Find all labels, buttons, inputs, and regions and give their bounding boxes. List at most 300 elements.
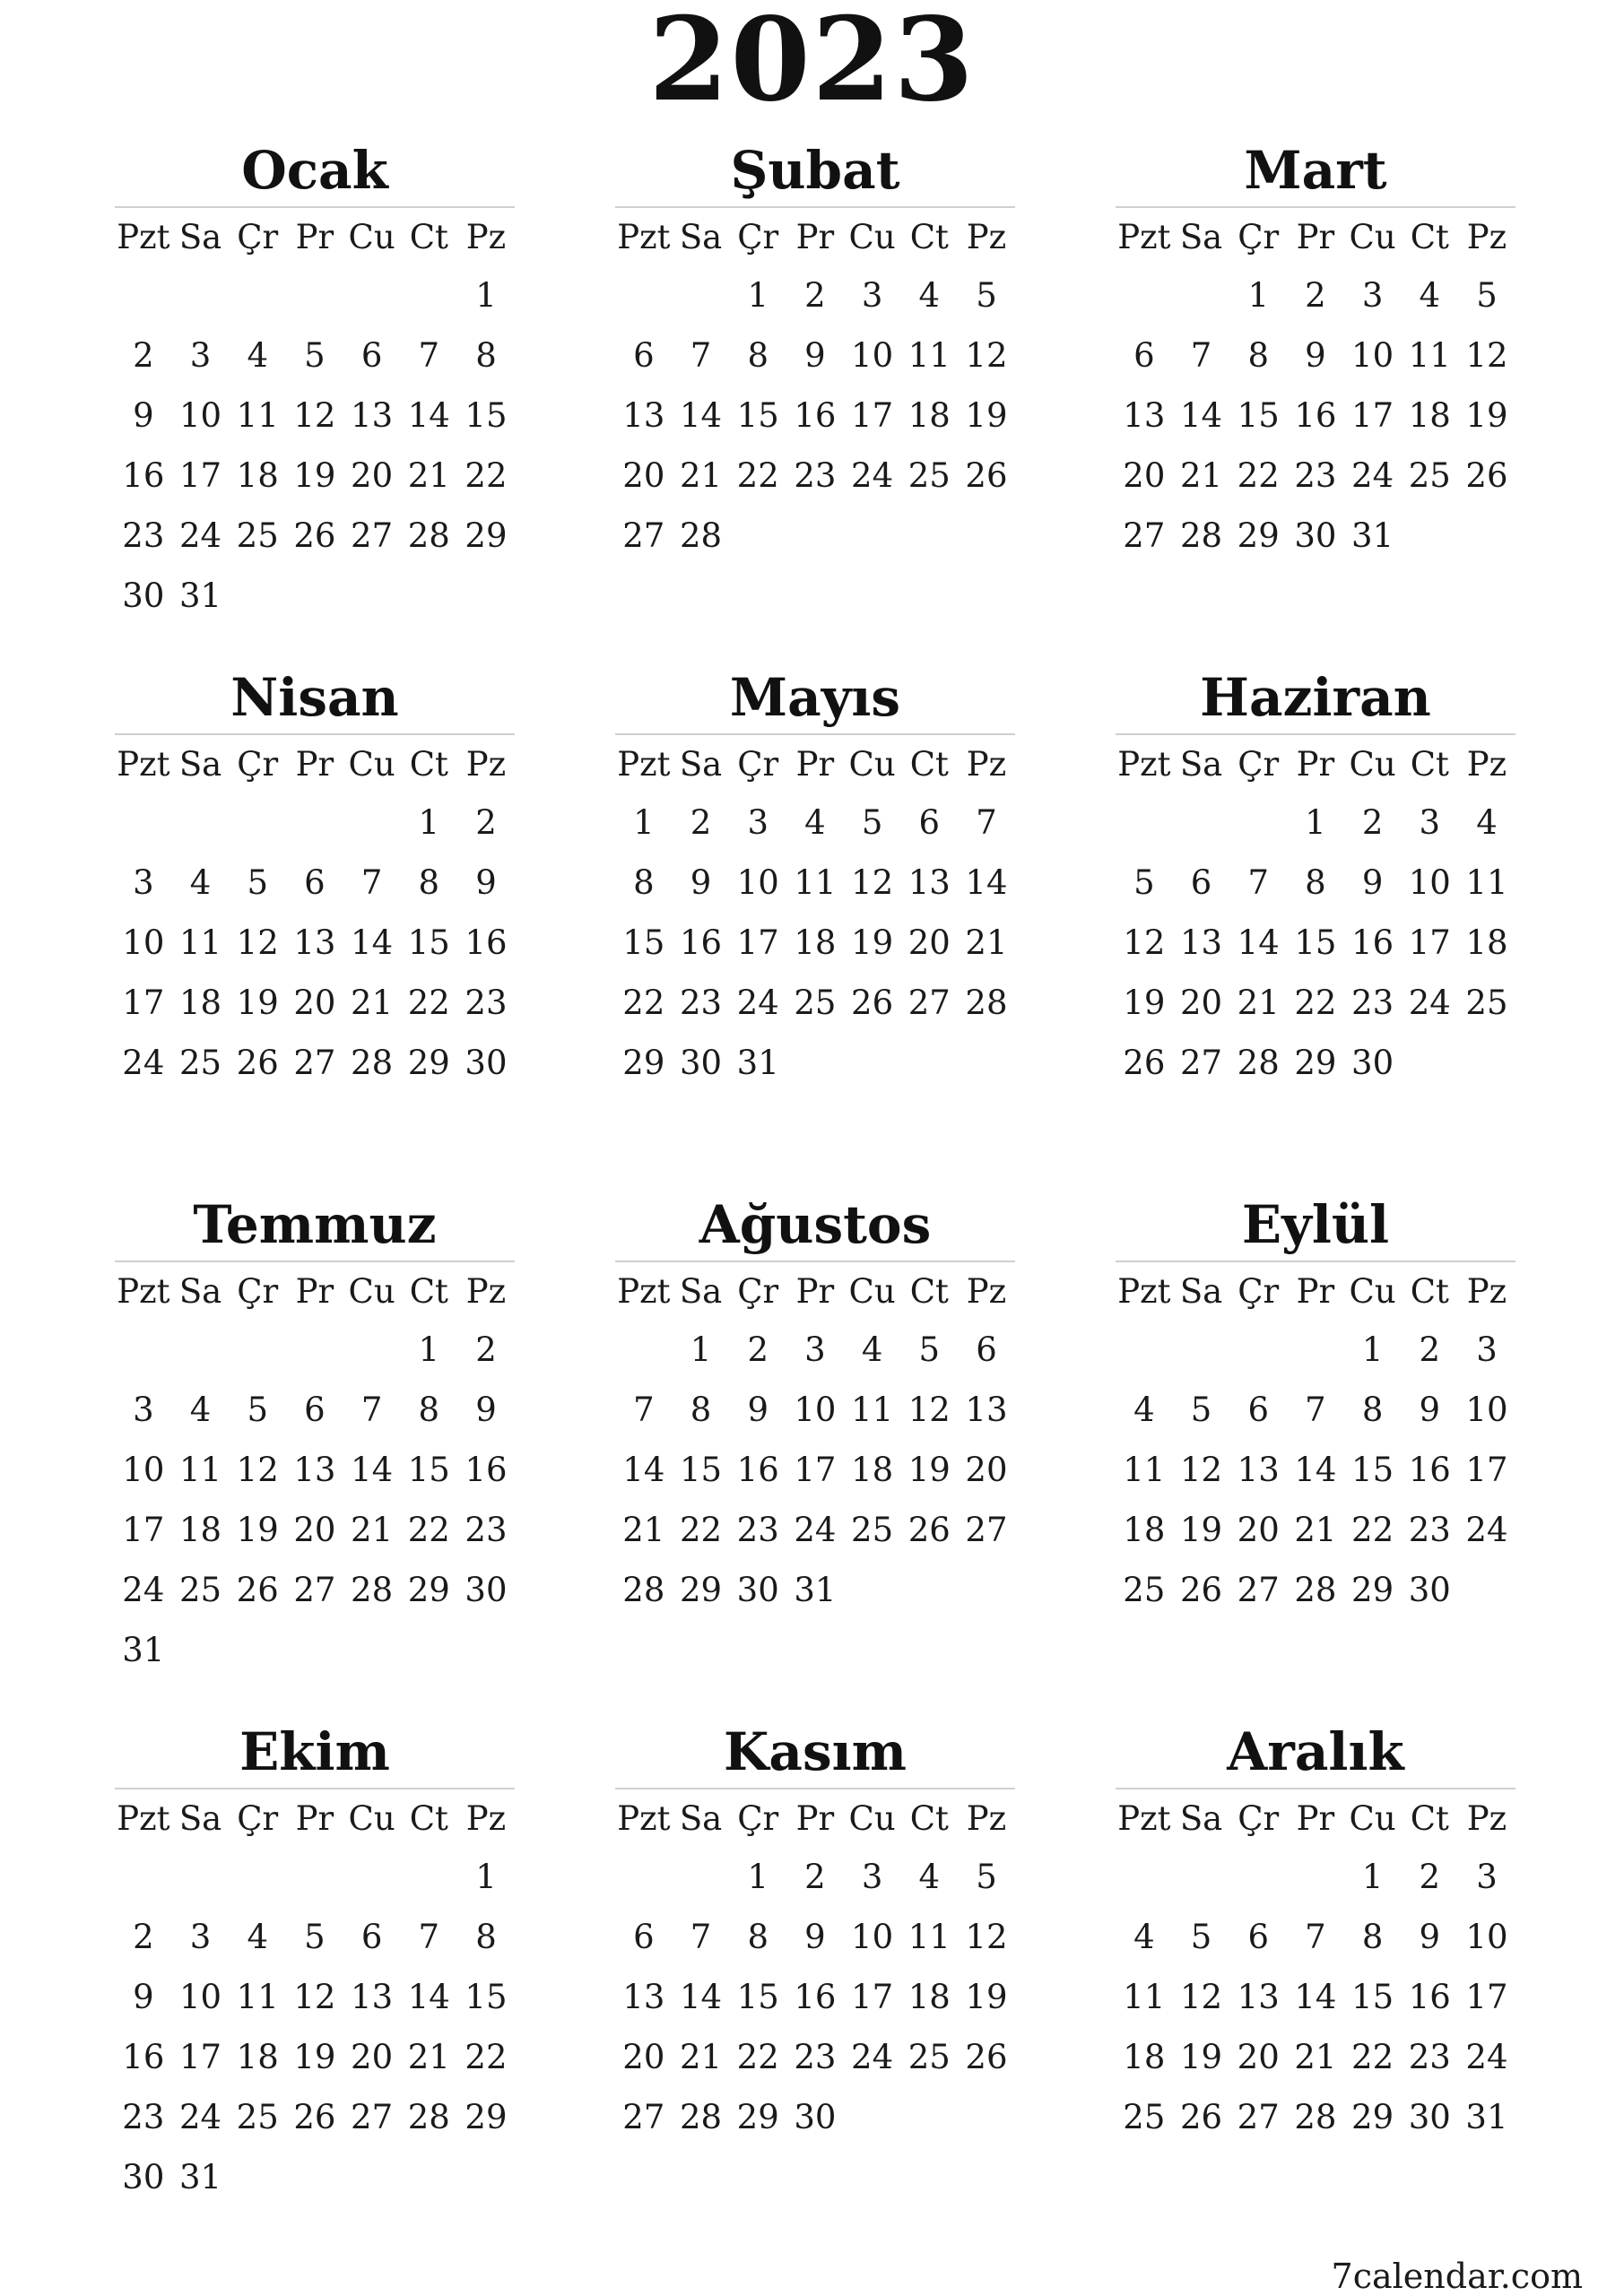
week-row [615, 973, 1015, 1033]
weekday-label: Sa [1179, 745, 1223, 784]
day-cell: 16 [1351, 923, 1394, 962]
day-cell: 14 [407, 1978, 450, 2016]
day-cell: 17 [851, 396, 894, 435]
week-row [615, 913, 1015, 973]
day-cell: 10 [851, 336, 894, 375]
week-row [115, 1847, 515, 1907]
day-cell: 24 [1408, 983, 1451, 1022]
week-row [1116, 506, 1515, 566]
day-cell: 8 [690, 1391, 712, 1429]
day-cell: 1 [1361, 1330, 1384, 1369]
day-cell: 1 [747, 1858, 769, 1896]
weekday-label: Pzt [117, 745, 170, 784]
day-cell: 16 [465, 923, 508, 962]
weekday-label: Cu [348, 745, 395, 784]
day-cell: 27 [908, 983, 951, 1022]
day-cell: 8 [747, 1918, 769, 1956]
day-cell: 28 [1294, 1571, 1337, 1609]
month-block [1116, 1716, 1515, 2147]
day-cell: 22 [1351, 2038, 1394, 2076]
day-cell: 12 [965, 336, 1008, 375]
week-row [615, 386, 1015, 446]
day-cell: 8 [1305, 863, 1326, 902]
week-row [115, 1907, 515, 1967]
month-name: Temmuz [193, 1194, 437, 1255]
day-cell: 27 [622, 2098, 665, 2136]
day-cell: 4 [247, 1918, 268, 1956]
weekday-label: Ct [1410, 218, 1449, 256]
day-cell: 22 [679, 1511, 723, 1549]
day-cell: 9 [690, 863, 712, 902]
day-cell: 24 [178, 2098, 222, 2136]
day-cell: 11 [908, 1918, 951, 1956]
day-cell: 19 [293, 456, 336, 495]
year-title: 2023 [648, 0, 976, 127]
day-cell: 11 [236, 396, 279, 435]
day-cell: 7 [360, 863, 383, 902]
weekday-label: Pz [465, 745, 507, 784]
day-cell: 11 [1123, 1978, 1166, 2016]
day-cell: 6 [304, 863, 326, 902]
week-row [615, 325, 1015, 386]
day-cell: 2 [690, 803, 712, 842]
day-cell: 9 [804, 336, 826, 375]
day-cell: 4 [918, 1858, 941, 1896]
weekday-label: Çr [737, 218, 779, 256]
month-block [615, 134, 1015, 566]
day-cell: 19 [1123, 983, 1166, 1022]
day-cell: 7 [690, 1918, 712, 1956]
day-cell: 14 [1237, 923, 1280, 962]
day-cell: 21 [407, 2038, 450, 2076]
day-cell: 26 [1179, 1571, 1223, 1609]
day-cell: 21 [351, 1511, 394, 1549]
week-row [1116, 1560, 1515, 1620]
weekday-label: Sa [178, 218, 222, 256]
day-cell: 12 [908, 1391, 951, 1429]
day-cell: 13 [622, 1978, 665, 2016]
day-cell: 18 [908, 1978, 951, 2016]
day-cell: 14 [1294, 1978, 1337, 2016]
week-row [615, 2027, 1015, 2087]
day-cell: 27 [965, 1511, 1008, 1549]
weekday-label: Pzt [1117, 745, 1171, 784]
day-cell: 13 [908, 863, 951, 902]
week-row [1116, 2027, 1515, 2087]
day-cell: 17 [178, 2038, 222, 2076]
day-cell: 30 [794, 2098, 837, 2136]
day-cell: 9 [475, 1391, 497, 1429]
day-cell: 2 [804, 276, 826, 315]
weekday-label: Çr [237, 1799, 279, 1838]
weekday-label: Pr [795, 1799, 835, 1838]
day-cell: 29 [465, 516, 508, 555]
weekday-header [615, 208, 1015, 265]
week-row [615, 2087, 1015, 2147]
week-row [615, 265, 1015, 325]
day-cell: 14 [965, 863, 1008, 902]
weekday-label: Sa [679, 1272, 723, 1311]
day-cell: 17 [122, 1511, 165, 1549]
weeks [615, 265, 1015, 566]
day-cell: 7 [976, 803, 997, 842]
day-cell: 16 [1408, 1978, 1451, 2016]
day-cell: 29 [407, 1571, 450, 1609]
day-cell: 31 [122, 1631, 165, 1669]
day-cell: 13 [1237, 1978, 1280, 2016]
day-cell: 19 [965, 1978, 1008, 2016]
day-cell: 20 [293, 983, 336, 1022]
day-cell: 26 [236, 1044, 279, 1082]
day-cell: 22 [465, 2038, 508, 2076]
day-cell: 2 [1419, 1330, 1441, 1369]
day-cell: 6 [633, 1918, 655, 1956]
day-cell: 31 [1465, 2098, 1508, 2136]
day-cell: 8 [1247, 336, 1269, 375]
weekday-header [115, 1789, 515, 1847]
day-cell: 18 [178, 1511, 222, 1549]
week-row [615, 506, 1015, 566]
day-cell: 3 [1476, 1330, 1498, 1369]
day-cell: 29 [407, 1044, 450, 1082]
day-cell: 7 [1247, 863, 1269, 902]
day-cell: 19 [1465, 396, 1508, 435]
day-cell: 1 [1361, 1858, 1384, 1896]
day-cell: 2 [804, 1858, 826, 1896]
week-row [115, 446, 515, 506]
day-cell: 27 [293, 1571, 336, 1609]
day-cell: 13 [1237, 1451, 1280, 1489]
day-cell: 12 [1123, 923, 1166, 962]
weekday-label: Pr [1296, 1272, 1335, 1311]
day-cell: 26 [851, 983, 894, 1022]
weekday-label: Çr [737, 745, 779, 784]
weekday-label: Ct [409, 1272, 448, 1311]
day-cell: 30 [1294, 516, 1337, 555]
site-credit: 7calendar.com [1331, 2257, 1583, 2296]
day-cell: 14 [1179, 396, 1223, 435]
day-cell: 18 [1408, 396, 1451, 435]
week-row [115, 973, 515, 1033]
day-cell: 24 [1351, 456, 1394, 495]
weekday-label: Pz [1466, 1272, 1507, 1311]
day-cell: 16 [794, 396, 837, 435]
day-cell: 20 [1123, 456, 1166, 495]
day-cell: 3 [804, 1330, 826, 1369]
day-cell: 27 [351, 2098, 394, 2136]
day-cell: 15 [622, 923, 665, 962]
weekday-header [115, 735, 515, 793]
week-row [115, 2087, 515, 2147]
weekday-label: Ct [909, 745, 949, 784]
weekday-header [615, 1262, 1015, 1320]
day-cell: 11 [1123, 1451, 1166, 1489]
month-block [1116, 1189, 1515, 1620]
day-cell: 3 [747, 803, 769, 842]
day-cell: 19 [851, 923, 894, 962]
month-name: Nisan [230, 667, 399, 728]
day-cell: 8 [1361, 1918, 1384, 1956]
day-cell: 5 [304, 1918, 326, 1956]
day-cell: 27 [1179, 1044, 1223, 1082]
day-cell: 10 [851, 1918, 894, 1956]
week-row [115, 793, 515, 853]
day-cell: 22 [1294, 983, 1337, 1022]
day-cell: 5 [247, 1391, 268, 1429]
day-cell: 22 [407, 983, 450, 1022]
week-row [1116, 1033, 1515, 1093]
week-row [1116, 446, 1515, 506]
weekday-label: Pz [966, 218, 1007, 256]
day-cell: 5 [1190, 1391, 1212, 1429]
day-cell: 21 [1294, 1511, 1337, 1549]
day-cell: 30 [465, 1044, 508, 1082]
week-row [1116, 386, 1515, 446]
day-cell: 16 [122, 456, 165, 495]
month-block [615, 1716, 1015, 2147]
day-cell: 5 [976, 1858, 997, 1896]
weekday-header [115, 1262, 515, 1320]
day-cell: 1 [418, 803, 440, 842]
week-row [115, 1560, 515, 1620]
weekday-label: Cu [348, 1272, 395, 1311]
month-name: Haziran [1200, 667, 1431, 728]
weeks [615, 1320, 1015, 1620]
weekday-label: Pzt [117, 218, 170, 256]
day-cell: 16 [1294, 396, 1337, 435]
day-cell: 21 [622, 1511, 665, 1549]
day-cell: 6 [1247, 1918, 1269, 1956]
day-cell: 7 [418, 336, 440, 375]
day-cell: 5 [1476, 276, 1498, 315]
day-cell: 24 [1465, 1511, 1508, 1549]
day-cell: 22 [1351, 1511, 1394, 1549]
month-block [615, 662, 1015, 1093]
weekday-label: Çr [737, 1799, 779, 1838]
day-cell: 7 [418, 1918, 440, 1956]
week-row [1116, 1500, 1515, 1560]
day-cell: 26 [293, 516, 336, 555]
day-cell: 16 [679, 923, 723, 962]
day-cell: 16 [736, 1451, 779, 1489]
day-cell: 1 [1305, 803, 1326, 842]
week-row [1116, 1380, 1515, 1440]
day-cell: 28 [351, 1044, 394, 1082]
day-cell: 25 [1465, 983, 1508, 1022]
day-cell: 27 [1237, 1571, 1280, 1609]
day-cell: 7 [1190, 336, 1212, 375]
weekday-header [1116, 208, 1515, 265]
month-block [115, 1716, 515, 2207]
month-block [615, 1189, 1015, 1620]
weekday-label: Çr [737, 1272, 779, 1311]
day-cell: 20 [965, 1451, 1008, 1489]
day-cell: 12 [293, 396, 336, 435]
day-cell: 3 [1361, 276, 1384, 315]
day-cell: 9 [1361, 863, 1384, 902]
week-row [615, 1440, 1015, 1500]
week-row [615, 853, 1015, 913]
day-cell: 17 [794, 1451, 837, 1489]
day-cell: 9 [133, 1978, 154, 2016]
day-cell: 11 [178, 923, 222, 962]
day-cell: 13 [293, 923, 336, 962]
weeks [615, 793, 1015, 1093]
day-cell: 23 [679, 983, 723, 1022]
week-row [615, 1560, 1015, 1620]
day-cell: 26 [1179, 2098, 1223, 2136]
week-row [615, 446, 1015, 506]
week-row [115, 265, 515, 325]
day-cell: 24 [851, 2038, 894, 2076]
month-name: Mart [1244, 140, 1387, 201]
day-cell: 16 [465, 1451, 508, 1489]
day-cell: 4 [1419, 276, 1441, 315]
day-cell: 4 [189, 1391, 212, 1429]
weekday-label: Pr [795, 218, 835, 256]
day-cell: 16 [122, 2038, 165, 2076]
day-cell: 22 [736, 2038, 779, 2076]
day-cell: 10 [178, 396, 222, 435]
day-cell: 29 [679, 1571, 723, 1609]
day-cell: 27 [351, 516, 394, 555]
day-cell: 17 [178, 456, 222, 495]
day-cell: 25 [178, 1044, 222, 1082]
weekday-label: Ct [409, 1799, 448, 1838]
day-cell: 20 [622, 456, 665, 495]
weekday-label: Sa [178, 1799, 222, 1838]
day-cell: 7 [360, 1391, 383, 1429]
day-cell: 18 [1123, 2038, 1166, 2076]
weekday-label: Sa [1179, 218, 1223, 256]
day-cell: 9 [1419, 1391, 1441, 1429]
day-cell: 30 [1408, 1571, 1451, 1609]
day-cell: 24 [178, 516, 222, 555]
day-cell: 12 [236, 923, 279, 962]
week-row [615, 1847, 1015, 1907]
day-cell: 21 [351, 983, 394, 1022]
weeks [1116, 265, 1515, 566]
day-cell: 28 [407, 2098, 450, 2136]
week-row [115, 1620, 515, 1680]
day-cell: 23 [465, 1511, 508, 1549]
day-cell: 7 [1305, 1391, 1326, 1429]
day-cell: 9 [804, 1918, 826, 1956]
day-cell: 31 [736, 1044, 779, 1082]
day-cell: 27 [1123, 516, 1166, 555]
day-cell: 29 [1351, 2098, 1394, 2136]
day-cell: 3 [861, 276, 883, 315]
day-cell: 26 [965, 2038, 1008, 2076]
day-cell: 3 [1419, 803, 1441, 842]
day-cell: 23 [122, 516, 165, 555]
day-cell: 15 [465, 1978, 508, 2016]
day-cell: 30 [1351, 1044, 1394, 1082]
day-cell: 20 [351, 2038, 394, 2076]
day-cell: 31 [794, 1571, 837, 1609]
weekday-label: Pr [795, 745, 835, 784]
day-cell: 19 [908, 1451, 951, 1489]
weekday-label: Çr [1238, 1799, 1280, 1838]
weekday-label: Çr [237, 218, 279, 256]
day-cell: 5 [976, 276, 997, 315]
day-cell: 30 [122, 2158, 165, 2196]
day-cell: 1 [418, 1330, 440, 1369]
weeks [115, 265, 515, 626]
day-cell: 15 [407, 1451, 450, 1489]
weekday-label: Pzt [617, 218, 671, 256]
day-cell: 28 [351, 1571, 394, 1609]
day-cell: 11 [908, 336, 951, 375]
day-cell: 2 [133, 336, 154, 375]
weekday-label: Çr [1238, 218, 1280, 256]
day-cell: 8 [475, 1918, 497, 1956]
weeks [1116, 1320, 1515, 1620]
day-cell: 2 [475, 1330, 497, 1369]
day-cell: 23 [122, 2098, 165, 2136]
day-cell: 18 [236, 2038, 279, 2076]
weekday-label: Cu [348, 1799, 395, 1838]
weeks [115, 1320, 515, 1680]
weekday-label: Cu [348, 218, 395, 256]
weekday-label: Pzt [117, 1799, 170, 1838]
day-cell: 15 [679, 1451, 723, 1489]
day-cell: 26 [1123, 1044, 1166, 1082]
day-cell: 12 [965, 1918, 1008, 1956]
day-cell: 14 [679, 1978, 723, 2016]
day-cell: 14 [407, 396, 450, 435]
day-cell: 15 [407, 923, 450, 962]
day-cell: 23 [1351, 983, 1394, 1022]
day-cell: 5 [861, 803, 883, 842]
day-cell: 11 [851, 1391, 894, 1429]
day-cell: 26 [965, 456, 1008, 495]
day-cell: 10 [1465, 1391, 1508, 1429]
day-cell: 21 [1179, 456, 1223, 495]
day-cell: 17 [122, 983, 165, 1022]
weekday-label: Ct [1410, 1272, 1449, 1311]
day-cell: 2 [133, 1918, 154, 1956]
day-cell: 17 [1351, 396, 1394, 435]
day-cell: 13 [1179, 923, 1223, 962]
weekday-label: Pz [1466, 1799, 1507, 1838]
weekday-header [615, 735, 1015, 793]
day-cell: 17 [1465, 1451, 1508, 1489]
day-cell: 4 [1133, 1391, 1155, 1429]
day-cell: 25 [178, 1571, 222, 1609]
weekday-label: Ct [1410, 745, 1449, 784]
week-row [115, 1500, 515, 1560]
week-row [115, 853, 515, 913]
weekday-label: Pzt [1117, 1799, 1171, 1838]
day-cell: 24 [1465, 2038, 1508, 2076]
day-cell: 31 [178, 576, 222, 615]
day-cell: 10 [1408, 863, 1451, 902]
day-cell: 13 [622, 396, 665, 435]
day-cell: 3 [133, 863, 154, 902]
week-row [1116, 1440, 1515, 1500]
weekday-label: Sa [679, 218, 723, 256]
day-cell: 1 [1247, 276, 1269, 315]
day-cell: 12 [293, 1978, 336, 2016]
day-cell: 23 [465, 983, 508, 1022]
month-name: Ocak [241, 140, 388, 201]
day-cell: 12 [1465, 336, 1508, 375]
week-row [1116, 973, 1515, 1033]
day-cell: 22 [1237, 456, 1280, 495]
day-cell: 10 [1465, 1918, 1508, 1956]
day-cell: 28 [679, 2098, 723, 2136]
